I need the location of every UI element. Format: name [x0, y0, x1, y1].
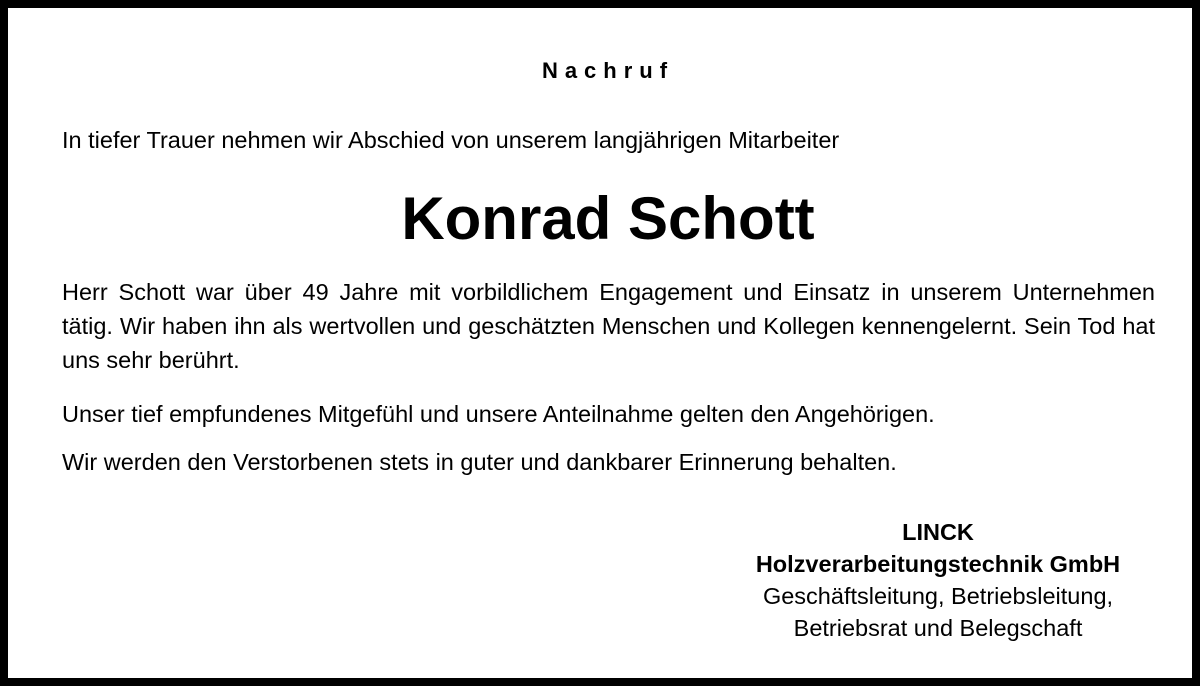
- notice-heading: Nachruf: [541, 58, 675, 83]
- signature-block: [708, 516, 1168, 644]
- company-name: LINCK: [902, 519, 974, 545]
- signatories-line-2: Betriebsrat und Belegschaft: [793, 615, 1083, 641]
- notice-intro: In tiefer Trauer nehmen wir Abschied von unserem langjährigen Mitarbeiter: [62, 127, 840, 153]
- signatories-line-1: Geschäftsleitung, Betriebsleitung,: [762, 583, 1114, 609]
- company-legal-name: Holzverarbeitungstechnik GmbH: [755, 551, 1121, 577]
- condolence-paragraph: Unser tief empfundenes Mitgefühl und unsere Anteilnahme gelten den Angehörigen.: [62, 401, 935, 427]
- deceased-name: Konrad Schott: [401, 185, 815, 252]
- tribute-paragraph: Herr Schott war über 49 Jahre mit vorbildlichem Engagement und Einsatz in unserem Unternehmen tätig. Wir haben ihn als wertvollen und geschätzten Menschen und Kollegen kennengelernt. Sein Tod hat uns sehr berührt.: [62, 279, 1155, 373]
- remembrance-paragraph: Wir werden den Verstorbenen stets in guter und dankbarer Erinnerung behalten.: [62, 449, 897, 475]
